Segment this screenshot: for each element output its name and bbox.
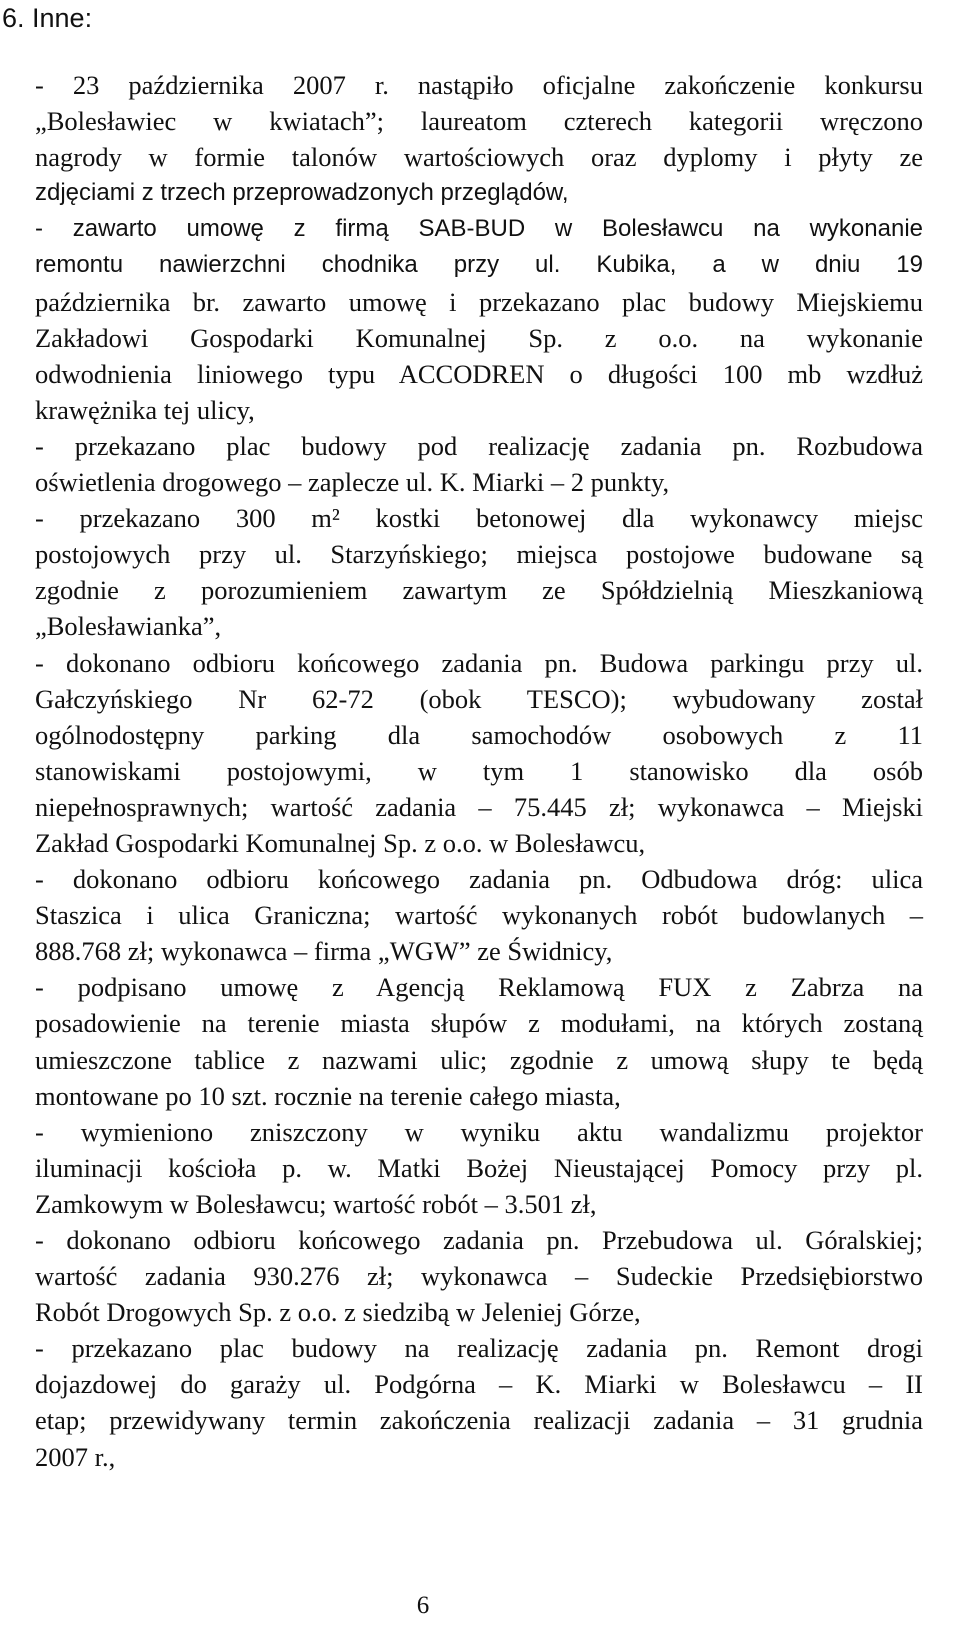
text-line: stanowiskami postojowymi, w tym 1 stanowisko dla osób (35, 755, 923, 786)
text-line: Zakładowi Gospodarki Komunalnej Sp. z o.o. na wykonanie (35, 322, 923, 353)
text-line: - dokonano odbioru końcowego zadania pn. Odbudowa dróg: ulica (35, 864, 923, 895)
page-number: 6 (416, 1592, 430, 1619)
text-line: - zawarto umowę z firmą SAB-BUD w Bolesławcu na wykonanie (35, 215, 923, 243)
text-line: remontu nawierzchni chodnika przy ul. Kubika, a w dniu 19 (35, 251, 923, 279)
text-line: Zamkowym w Bolesławcu; wartość robót – 3.501 zł, (35, 1188, 597, 1219)
text-line: postojowych przy ul. Starzyńskiego; miejsca postojowe budowane są (35, 539, 923, 570)
text-line: - podpisano umowę z Agencją Reklamową FUX z Zabrza na (35, 972, 923, 1003)
text-line: montowane po 10 szt. rocznie na terenie całego miasta, (35, 1080, 621, 1111)
text-line: zdjęciami z trzech przeprowadzonych przeglądów, (35, 179, 569, 207)
text-line: - wymieniono zniszczony w wyniku aktu wandalizmu projektor (35, 1116, 923, 1147)
text-line: - przekazano plac budowy na realizację zadania pn. Remont drogi (35, 1333, 923, 1364)
text-line: krawężnika tej ulicy, (35, 394, 255, 425)
text-line: 2007 r., (35, 1441, 116, 1472)
text-line: Gałczyńskiego Nr 62-72 (obok TESCO); wybudowany został (35, 683, 923, 714)
text-line: nagrody w formie talonów wartościowych oraz dyplomy i płyty ze (35, 142, 923, 173)
text-line: ogólnodostępny parking dla samochodów osobowych z 11 (35, 719, 923, 750)
text-line: niepełnosprawnych; wartość zadania – 75.445 zł; wykonawca – Miejski (35, 791, 923, 822)
text-line: zgodnie z porozumieniem zawartym ze Spółdzielnią Mieszkaniową (35, 575, 923, 606)
text-line: października br. zawarto umowę i przekazano plac budowy Miejskiemu (35, 286, 923, 317)
text-line: „Bolesławianka”, (35, 611, 222, 642)
text-line: - dokonano odbioru końcowego zadania pn. Budowa parkingu przy ul. (35, 647, 923, 678)
text-line: etap; przewidywany termin zakończenia realizacji zadania – 31 grudnia (35, 1405, 923, 1436)
text-line: Zakład Gospodarki Komunalnej Sp. z o.o. w Bolesławcu, (35, 827, 646, 858)
text-line: wartość zadania 930.276 zł; wykonawca – Sudeckie Przedsiębiorstwo (35, 1261, 923, 1292)
text-line: - przekazano 300 m² kostki betonowej dla wykonawcy miejsc (35, 503, 923, 534)
text-line: - przekazano plac budowy pod realizację zadania pn. Rozbudowa (35, 430, 923, 461)
text-line: Robót Drogowych Sp. z o.o. z siedzibą w Jeleniej Górze, (35, 1297, 641, 1328)
text-line: dojazdowej do garaży ul. Podgórna – K. Miarki w Bolesławcu – II (35, 1369, 923, 1400)
text-line: umieszczone tablice z nazwami ulic; zgodnie z umową słupy te będą (35, 1044, 923, 1075)
text-line: oświetlenia drogowego – zaplecze ul. K. Miarki – 2 punkty, (35, 467, 670, 498)
text-line: - dokonano odbioru końcowego zadania pn. Przebudowa ul. Góralskiej; (35, 1225, 923, 1255)
document-body (35, 68, 923, 1476)
text-line: iluminacji kościoła p. w. Matki Bożej Nieustającej Pomocy przy pl. (35, 1152, 923, 1183)
text-line: odwodnienia liniowego typu ACCODREN o długości 100 mb wzdłuż (35, 358, 923, 389)
text-line: - 23 października 2007 r. nastąpiło oficjalne zakończenie konkursu (35, 70, 923, 100)
text-line: posadowienie na terenie miasta słupów z modułami, na których zostaną (35, 1008, 923, 1039)
section-heading: 6. Inne: (2, 3, 93, 33)
text-line: „Bolesławiec w kwiatach”; laureatom czterech kategorii wręczono (35, 106, 923, 137)
text-line: 888.768 zł; wykonawca – firma „WGW” ze Świdnicy, (35, 936, 613, 967)
text-line: Staszica i ulica Graniczna; wartość wykonanych robót budowlanych – (35, 900, 923, 931)
